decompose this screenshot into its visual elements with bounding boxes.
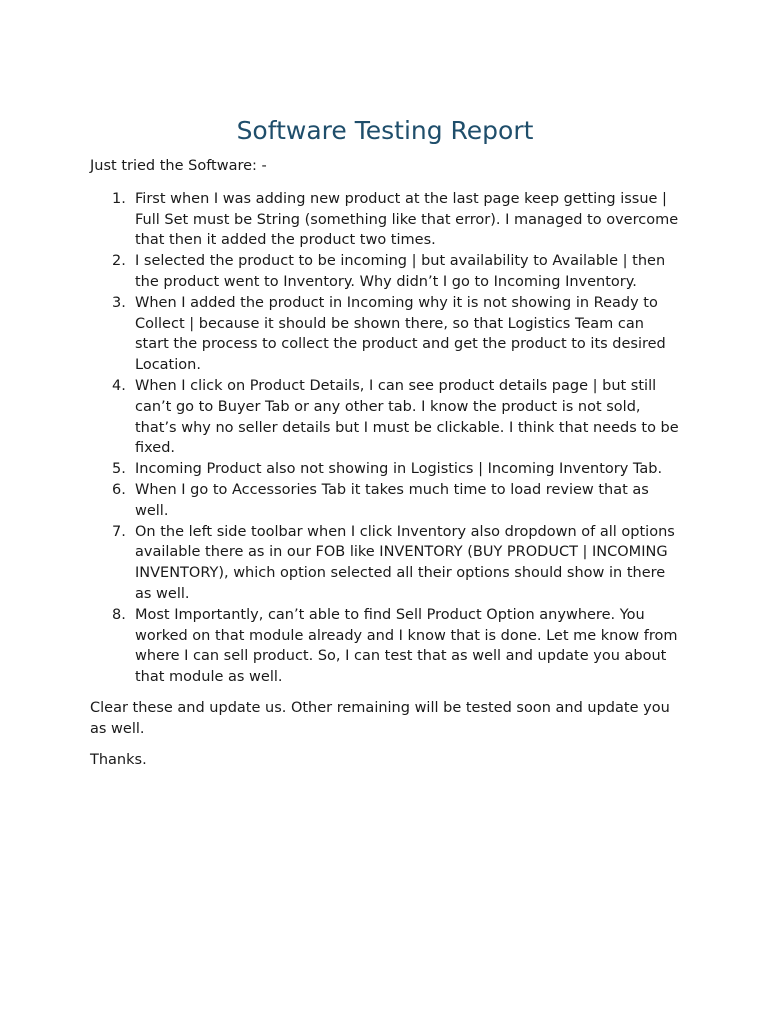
- list-item: [90, 376, 680, 459]
- list-item-text: I selected the product to be incoming | but availability to Available | then the product went to Inventory. Why didn’t I go to Incoming Inventory.: [135, 253, 666, 290]
- list-item-number: 5.: [112, 461, 126, 478]
- closing-text: Clear these and update us. Other remaining will be tested soon and update you as well.: [90, 699, 670, 737]
- list-item: [90, 605, 680, 688]
- list-item-number: 7.: [112, 523, 126, 540]
- list-item-number: 6.: [112, 481, 126, 498]
- list-item-text: Incoming Product also not showing in Logistics | Incoming Inventory Tab.: [135, 461, 663, 478]
- issue-list: [90, 189, 680, 688]
- document-page: [90, 114, 680, 770]
- list-item-text: When I added the product in Incoming why it is not showing in Ready to Collect | because it should be shown there, so that Logistics Team can start the process to collect the product and get the product to its desired Location.: [135, 294, 666, 374]
- list-item-text: Most Importantly, can’t able to find Sell Product Option anywhere. You worked on that module already and I know that is done. Let me know from where I can sell product. So, I can test that as well and update you about that module as well.: [135, 606, 678, 686]
- signoff-text: Thanks.: [90, 751, 147, 768]
- list-item-text: When I click on Product Details, I can see product details page | but still can’t go to Buyer Tab or any other tab. I know the product is not sold, that’s why no seller details but I must be clickable. I think that needs to be fixed.: [135, 377, 679, 457]
- list-item-number: 4.: [112, 377, 126, 394]
- list-item-text: On the left side toolbar when I click Inventory also dropdown of all options available there as in our FOB like INVENTORY (BUY PRODUCT | INCOMING INVENTORY), which option selected all their options should show in there as well.: [135, 523, 675, 602]
- intro-text: Just tried the Software: -: [90, 158, 267, 174]
- document-title: Software Testing Report: [236, 116, 534, 145]
- list-item-number: 3.: [112, 294, 126, 311]
- list-item: [90, 522, 680, 605]
- list-item: [90, 459, 680, 480]
- list-item-text: When I go to Accessories Tab it takes much time to load review that as well.: [135, 481, 649, 519]
- list-item-text: First when I was adding new product at the last page keep getting issue | Full Set must be String (something like that error). I managed to overcome that then it added the product two times.: [135, 190, 679, 249]
- list-item: [90, 189, 680, 251]
- list-item-number: 8.: [112, 606, 126, 623]
- list-item: [90, 251, 680, 293]
- list-item-number: 1.: [112, 190, 126, 207]
- list-item: [90, 480, 680, 522]
- list-item-number: 2.: [112, 253, 126, 270]
- list-item: [90, 293, 680, 376]
